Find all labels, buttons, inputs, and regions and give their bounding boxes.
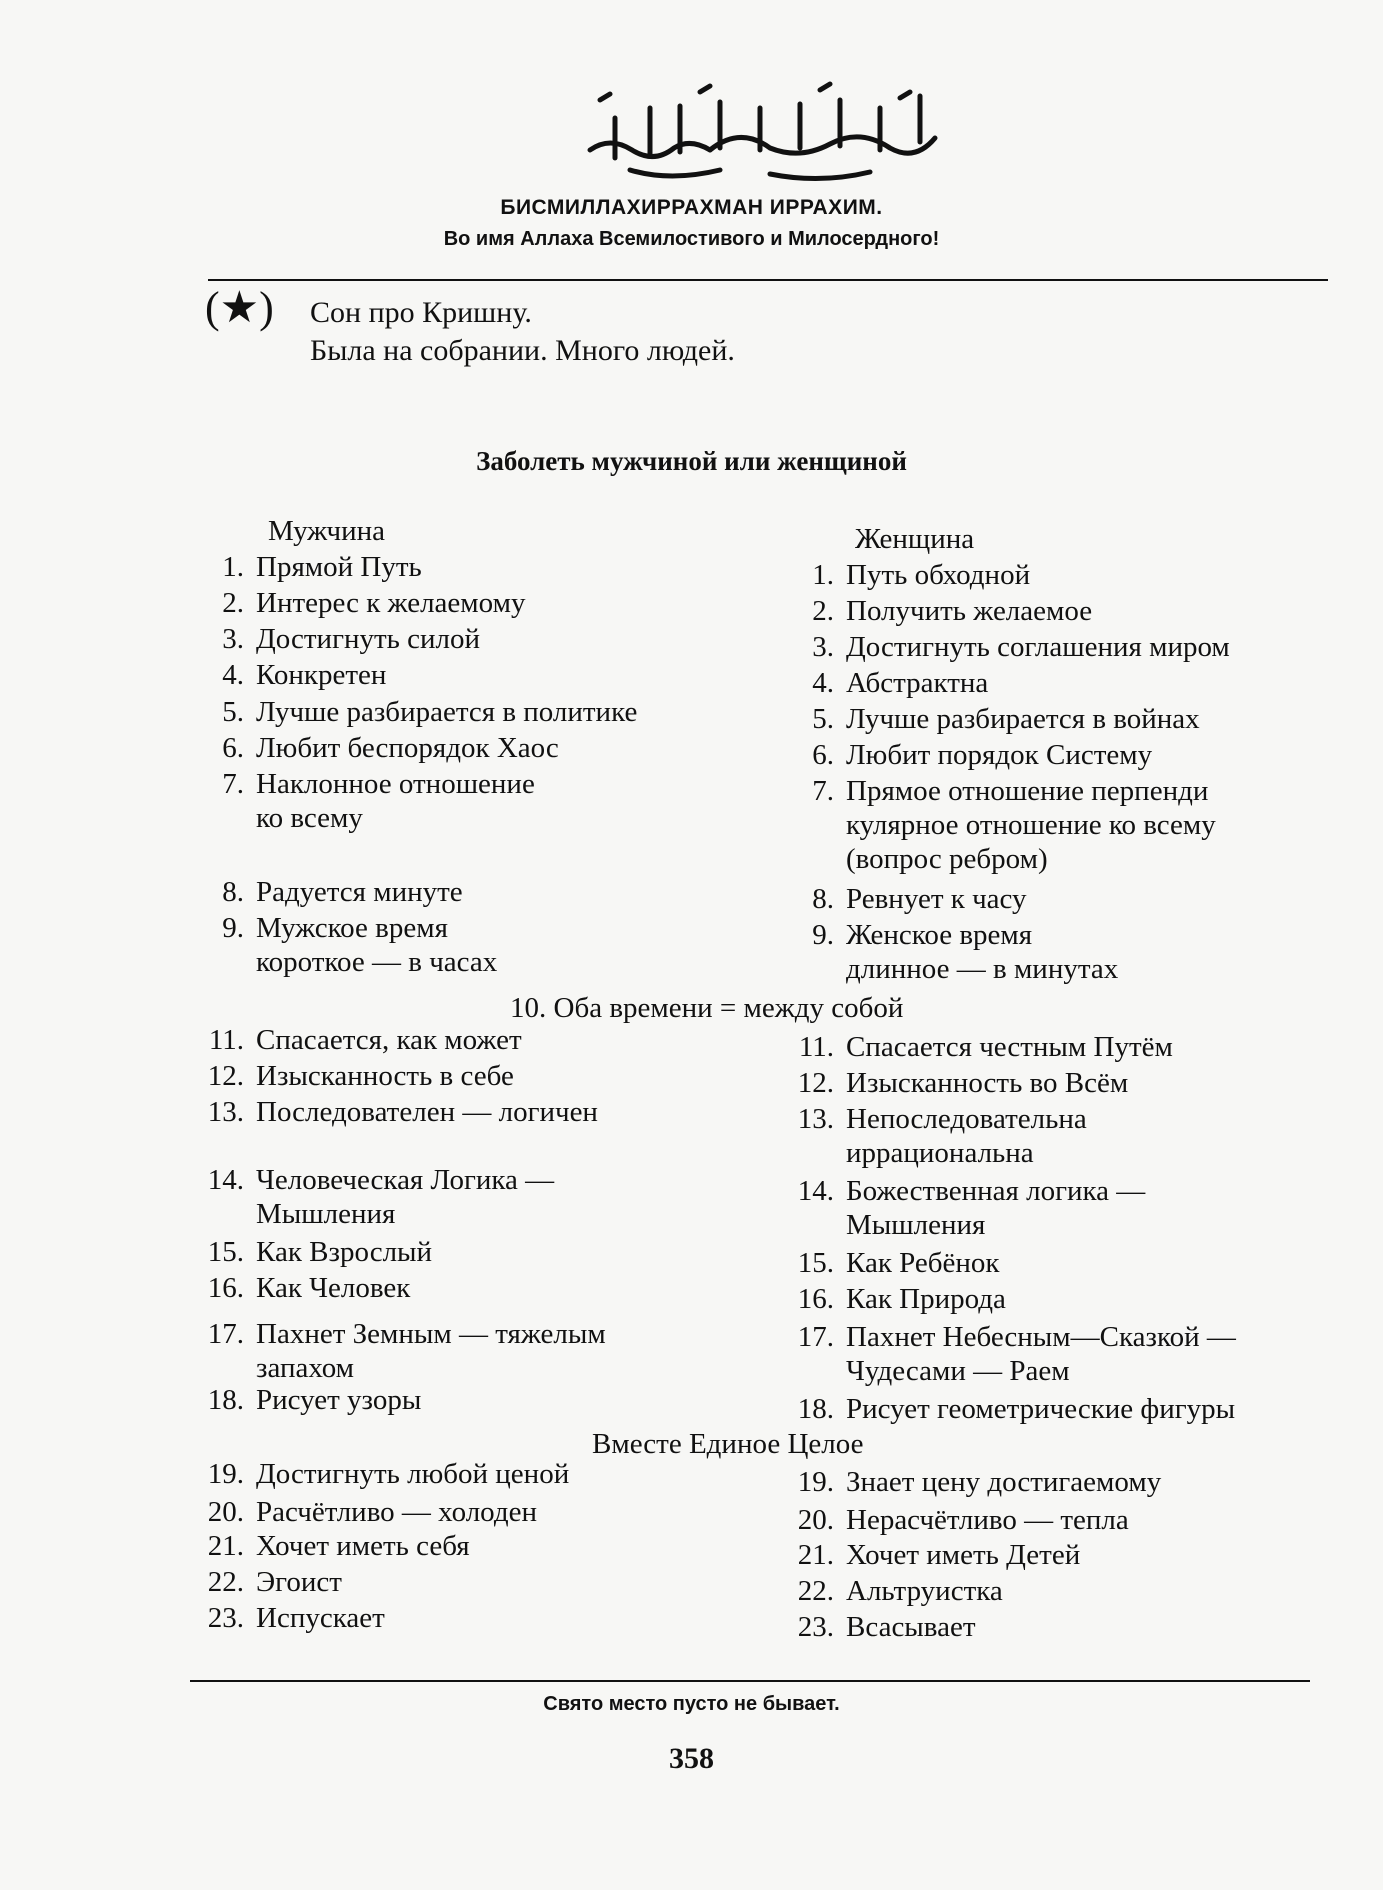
item-number: 8. <box>812 883 834 915</box>
men-list-item <box>188 1271 410 1305</box>
item-text: Хочет иметь Детей <box>846 1539 1081 1571</box>
item-number: 2. <box>222 587 244 619</box>
women-list-item <box>778 1282 1006 1316</box>
item-text: Испускает <box>256 1602 385 1634</box>
men-list-item <box>188 1495 537 1529</box>
item-number: 9. <box>812 919 834 951</box>
women-list-item <box>778 1246 1000 1280</box>
item-text: Альтруистка <box>846 1575 1003 1607</box>
footer-divider <box>190 1680 1310 1682</box>
item-number: 11. <box>208 1024 244 1056</box>
item-number: 19. <box>207 1458 244 1490</box>
women-list-item <box>778 738 1152 772</box>
item-text: Любит беспорядок Хаос <box>256 732 559 764</box>
item-number: 21. <box>207 1530 244 1562</box>
together-line: Вместе Единое Целое <box>592 1428 864 1460</box>
item-number: 3. <box>812 631 834 663</box>
item-text: Рисует узоры <box>256 1384 422 1416</box>
item-text: Рисует геометрические фигуры <box>846 1393 1236 1425</box>
item-text: Пахнет Земным — тяжелым запахом <box>256 1318 606 1384</box>
item-number: 6. <box>222 732 244 764</box>
item-text: Прямой Путь <box>256 551 422 583</box>
women-list-item <box>778 558 1030 592</box>
men-list-item <box>188 911 497 979</box>
men-list-item <box>188 1163 554 1231</box>
item-text: Прямое отношение перпенди кулярное отношение ко всему (вопрос ребром) <box>846 775 1216 875</box>
item-text: Достигнуть силой <box>256 623 481 655</box>
women-list-item <box>778 918 1118 986</box>
women-list-item <box>778 1538 1080 1572</box>
item-text: Знает цену достигаемому <box>846 1466 1162 1498</box>
item-number: 5. <box>222 696 244 728</box>
women-list-item <box>778 1102 1087 1170</box>
women-list-item <box>778 630 1230 664</box>
item-number: 19. <box>797 1466 834 1498</box>
item-number: 12. <box>207 1060 244 1092</box>
item-text: Путь обходной <box>846 559 1031 591</box>
item-text: Женское время длинное — в минутах <box>846 919 1119 985</box>
item-text: Изысканность во Всём <box>846 1067 1129 1099</box>
item-text: Получить желаемое <box>846 595 1093 627</box>
men-list-item <box>188 731 559 765</box>
item-number: 1. <box>812 559 834 591</box>
men-list-item <box>188 550 422 584</box>
item-text: Последователен — логичен <box>256 1096 598 1128</box>
item-text: Абстрактна <box>846 667 989 699</box>
item-text: Ревнует к часу <box>846 883 1027 915</box>
item-text: Спасается честным Путём <box>846 1031 1173 1063</box>
men-list-item <box>188 1023 522 1057</box>
footer-proverb: Свято место пусто не бывает. <box>543 1693 840 1715</box>
header-transliteration: БИСМИЛЛАХИРРАХМАН ИРРАХИМ. <box>500 196 883 219</box>
men-list-item <box>188 622 480 656</box>
men-list-item <box>188 1601 385 1635</box>
women-list-item <box>778 1392 1235 1426</box>
item-text: Лучше разбирается в политике <box>256 696 638 728</box>
men-column-title: Мужчина <box>268 515 385 547</box>
women-list-item <box>778 1503 1129 1537</box>
header-divider <box>208 279 1328 281</box>
item-text: Конкретен <box>256 659 387 691</box>
men-list-item <box>188 695 637 729</box>
item-text: Как Взрослый <box>256 1236 433 1268</box>
item-text: Интерес к желаемому <box>256 587 526 619</box>
item-text: Всасывает <box>846 1611 976 1643</box>
item-number: 14. <box>207 1164 244 1196</box>
women-list-item <box>778 882 1027 916</box>
item-number: 17. <box>207 1318 244 1350</box>
men-list-item <box>188 1457 569 1491</box>
women-list-item <box>778 1465 1161 1499</box>
men-list-item <box>188 1565 342 1599</box>
men-list-item <box>188 1383 421 1417</box>
star-mark: (★) <box>205 283 274 332</box>
section-title: Заболеть мужчиной или женщиной <box>476 446 907 476</box>
item-text: Божественная логика — Мышления <box>846 1175 1146 1241</box>
both-times-line: 10. Оба времени = между собой <box>510 992 904 1024</box>
item-number: 23. <box>207 1602 244 1634</box>
men-list-item <box>188 767 535 835</box>
item-number: 3. <box>222 623 244 655</box>
item-text: Как Ребёнок <box>846 1247 1000 1279</box>
women-list-item <box>778 1574 1003 1608</box>
item-number: 16. <box>207 1272 244 1304</box>
item-number: 13. <box>797 1103 834 1135</box>
item-text: Любит порядок Систему <box>846 739 1153 771</box>
item-text: Расчётливо — холоден <box>256 1496 537 1528</box>
women-list-item <box>778 774 1216 876</box>
women-list-item <box>778 1610 976 1644</box>
item-number: 4. <box>222 659 244 691</box>
item-text: Мужское время короткое — в часах <box>256 912 498 978</box>
women-list-item <box>778 1066 1128 1100</box>
item-text: Лучше разбирается в войнах <box>846 703 1200 735</box>
women-list-item <box>778 594 1092 628</box>
women-list-item <box>778 1320 1236 1388</box>
arabic-calligraphy-logo <box>570 78 950 186</box>
item-text: Эгоист <box>256 1566 342 1598</box>
men-list-item <box>188 875 463 909</box>
item-number: 18. <box>207 1384 244 1416</box>
item-number: 20. <box>207 1496 244 1528</box>
item-text: Изысканность в себе <box>256 1060 514 1092</box>
item-number: 11. <box>798 1031 834 1063</box>
item-text: Хочет иметь себя <box>256 1530 470 1562</box>
item-number: 7. <box>812 775 834 807</box>
item-number: 7. <box>222 768 244 800</box>
item-text: Нерасчётливо — тепла <box>846 1504 1129 1536</box>
item-text: Пахнет Небесным—Сказкой — Чудесами — Раем <box>846 1321 1236 1387</box>
item-number: 1. <box>222 551 244 583</box>
item-number: 12. <box>797 1067 834 1099</box>
item-number: 18. <box>797 1393 834 1425</box>
men-list-item <box>188 1529 470 1563</box>
item-text: Как Человек <box>256 1272 411 1304</box>
item-number: 6. <box>812 739 834 771</box>
item-text: Достигнуть соглашения миром <box>846 631 1230 663</box>
item-number: 22. <box>207 1566 244 1598</box>
item-number: 9. <box>222 912 244 944</box>
item-text: Как Природа <box>846 1283 1006 1315</box>
women-list-item <box>778 702 1200 736</box>
item-text: Непоследовательна иррациональна <box>846 1103 1087 1169</box>
women-list-item <box>778 666 988 700</box>
item-number: 15. <box>797 1247 834 1279</box>
item-number: 17. <box>797 1321 834 1353</box>
item-number: 5. <box>812 703 834 735</box>
item-number: 14. <box>797 1175 834 1207</box>
item-number: 13. <box>207 1096 244 1128</box>
item-number: 21. <box>797 1539 834 1571</box>
item-text: Спасается, как может <box>256 1024 522 1056</box>
item-number: 22. <box>797 1575 834 1607</box>
item-number: 20. <box>797 1504 834 1536</box>
item-text: Достигнуть любой ценой <box>256 1458 570 1490</box>
header-translation: Во имя Аллаха Всемилостивого и Милосердного! <box>443 228 940 250</box>
men-list-item <box>188 658 386 692</box>
intro-line-1: Сон про Кришну. <box>310 296 532 329</box>
men-list-item <box>188 1059 514 1093</box>
item-text: Человеческая Логика — Мышления <box>256 1164 555 1230</box>
women-column-title: Женщина <box>855 523 975 555</box>
women-list-item <box>778 1030 1173 1064</box>
item-number: 16. <box>797 1283 834 1315</box>
intro-line-2: Была на собрании. Много людей. <box>310 334 735 367</box>
item-text: Наклонное отношение ко всему <box>256 768 535 834</box>
men-list-item <box>188 1235 432 1269</box>
item-number: 4. <box>812 667 834 699</box>
men-list-item <box>188 1095 598 1129</box>
page-number: 358 <box>669 1742 714 1775</box>
item-number: 8. <box>222 876 244 908</box>
men-list-item <box>188 1317 606 1385</box>
men-list-item <box>188 586 525 620</box>
item-number: 23. <box>797 1611 834 1643</box>
women-list-item <box>778 1174 1145 1242</box>
item-number: 2. <box>812 595 834 627</box>
item-text: Радуется минуте <box>256 876 463 908</box>
item-number: 15. <box>207 1236 244 1268</box>
